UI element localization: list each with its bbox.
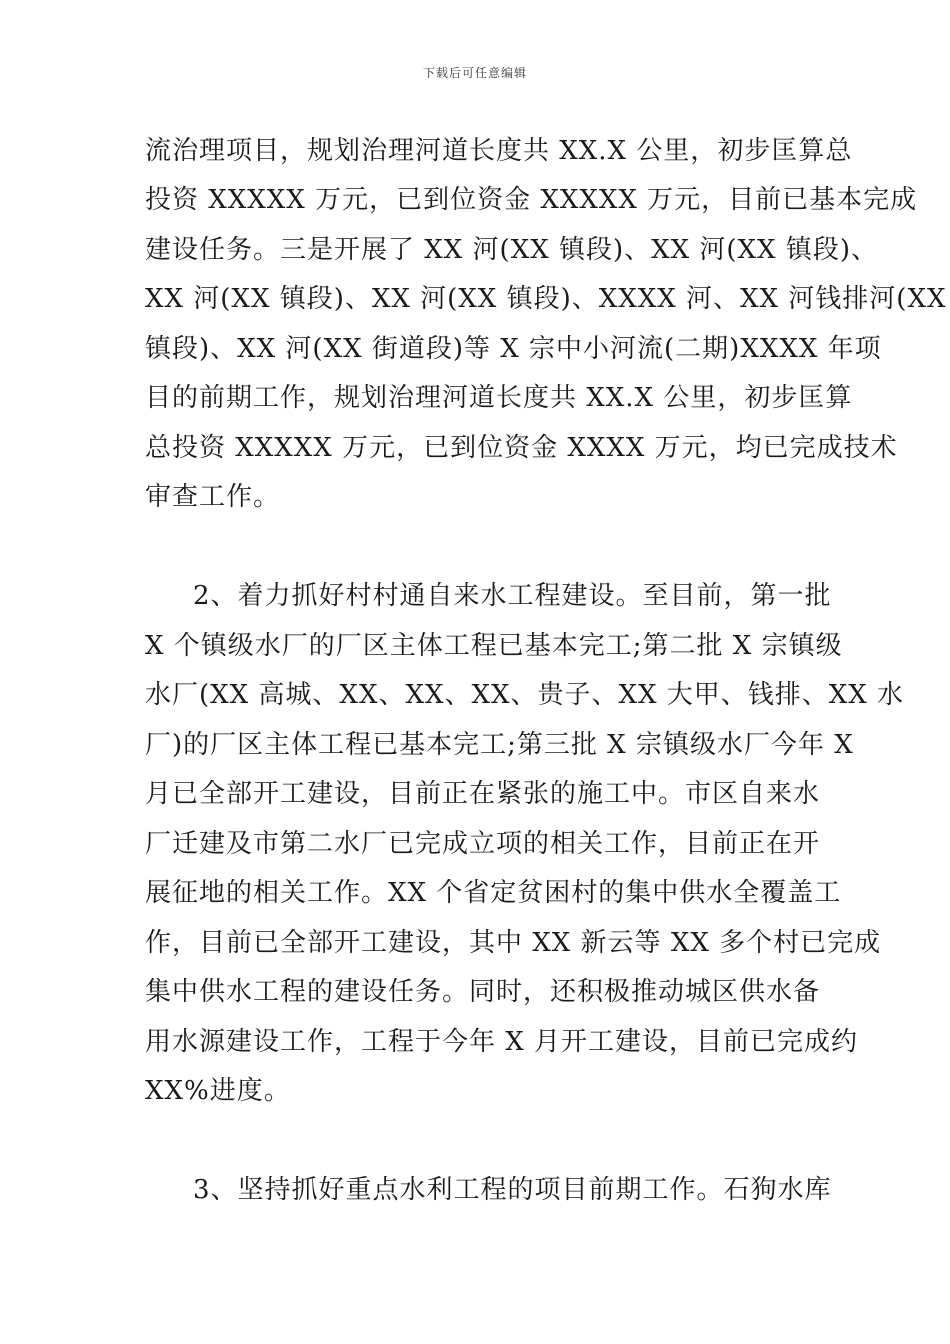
paragraph-start: 3、坚持抓好重点水利工程的项目前期工作。石狗水库: [193, 1175, 832, 1205]
text-line: 月已全部开工建设，目前正在紧张的施工中。市区自来水: [145, 779, 821, 809]
text-line: 厂迁建及市第二水厂已完成立项的相关工作，目前正在开: [145, 829, 821, 859]
text-line: 总投资 XXXXX 万元，已到位资金 XXXX 万元，均已完成技术: [145, 433, 898, 463]
page-header: 下载后可任意编辑: [422, 66, 527, 80]
text-line: 建设任务。三是开展了 XX 河(XX 镇段)、XX 河(XX 镇段)、: [145, 235, 878, 265]
text-line: XX%进度。: [145, 1076, 291, 1106]
text-line: 厂)的厂区主体工程已基本完工;第三批 X 宗镇级水厂今年 X: [145, 730, 854, 760]
text-line: 目的前期工作，规划治理河道长度共 XX.X 公里，初步匡算: [145, 383, 853, 413]
text-line: 作，目前已全部开工建设，其中 XX 新云等 XX 多个村已完成: [145, 928, 882, 958]
paragraph-start: 2、着力抓好村村通自来水工程建设。至目前，第一批: [193, 581, 832, 611]
text-line: 镇段)、XX 河(XX 街道段)等 X 宗中小河流(二期)XXXX 年项: [145, 334, 882, 364]
text-line: 展征地的相关工作。XX 个省定贫困村的集中供水全覆盖工: [145, 878, 842, 908]
text-line: 集中供水工程的建设任务。同时，还积极推动城区供水备: [145, 977, 821, 1007]
text-line: 流治理项目，规划治理河道长度共 XX.X 公里，初步匡算总: [145, 136, 853, 166]
text-line: XX 河(XX 镇段)、XX 河(XX 镇段)、XXXX 河、XX 河钱排河(XX: [145, 284, 947, 314]
text-line: X 个镇级水厂的厂区主体工程已基本完工;第二批 X 宗镇级: [145, 631, 843, 661]
text-line: 审查工作。: [145, 482, 281, 512]
text-line: 投资 XXXXX 万元，已到位资金 XXXXX 万元，目前已基本完成: [145, 185, 918, 215]
text-line: 用水源建设工作，工程于今年 X 月开工建设，目前已完成约: [145, 1027, 859, 1057]
text-line: 水厂(XX 高城、XX、XX、XX、贵子、XX 大甲、钱排、XX 水: [145, 680, 905, 710]
